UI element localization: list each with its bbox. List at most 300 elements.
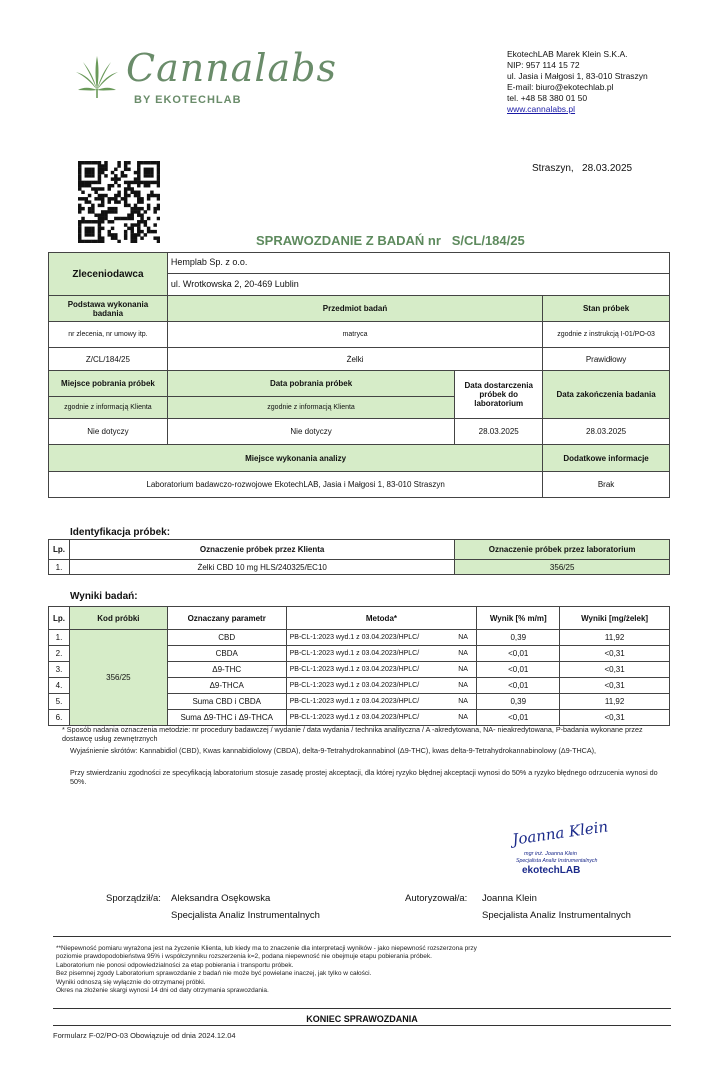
qr-module <box>85 227 88 230</box>
qr-module <box>147 194 150 197</box>
qr-module <box>98 181 101 184</box>
qr-module <box>130 230 133 233</box>
qr-module <box>124 187 127 190</box>
qr-module <box>78 168 81 171</box>
qr-module <box>153 223 156 226</box>
qr-module <box>78 230 81 233</box>
client-cell <box>167 253 669 296</box>
qr-module <box>157 164 160 167</box>
qr-module <box>137 194 140 197</box>
qr-module <box>114 168 117 171</box>
qr-module <box>150 168 153 171</box>
res-method: PB-CL-1:2023 wyd.1 z 03.04.2023/HPLC/ <box>286 662 450 678</box>
qr-module <box>144 220 147 223</box>
qr-module <box>124 230 127 233</box>
report-title: SPRAWOZDANIE Z BADAŃ nr S/CL/184/25 <box>256 233 525 248</box>
client-address: ul. Wrotkowska 2, 20-469 Lublin <box>170 279 299 289</box>
delivery-date-value: 28.03.2025 <box>455 419 543 445</box>
state-sub: zgodnie z instrukcją I-01/PO-03 <box>543 322 670 348</box>
qr-module <box>140 200 143 203</box>
delivery-date-label: Data dostarczenia próbek do laboratorium <box>455 371 543 419</box>
qr-module <box>81 217 84 220</box>
qr-module <box>78 171 81 174</box>
qr-module <box>101 236 104 239</box>
qr-module <box>140 181 143 184</box>
res-pct: <0,01 <box>477 662 560 678</box>
qr-code <box>78 161 160 243</box>
stamp-line2: Specjalista Analiz Instrumentalnych <box>516 858 598 864</box>
qr-module <box>153 181 156 184</box>
id-header-lab: Oznaczenie próbek przez laboratorium <box>455 540 670 560</box>
qr-module <box>134 236 137 239</box>
qr-module <box>147 207 150 210</box>
res-mg: 11,92 <box>560 694 670 710</box>
qr-module <box>134 207 137 210</box>
res-param: CBDA <box>167 646 286 662</box>
qr-module <box>127 204 130 207</box>
res-accr: NA <box>450 694 477 710</box>
authorized-label: Autoryzował/a: <box>405 893 468 904</box>
qr-module <box>111 177 114 180</box>
qr-module <box>78 184 81 187</box>
qr-module <box>144 174 147 177</box>
id-row-lab: 356/25 <box>455 560 670 575</box>
qr-module <box>134 204 137 207</box>
qr-module <box>101 240 104 243</box>
identification-title: Identyfikacja próbek: <box>70 527 171 538</box>
qr-module <box>124 233 127 236</box>
qr-module <box>134 223 137 226</box>
qr-module <box>130 207 133 210</box>
qr-module <box>104 213 107 216</box>
disclaimer-line: **Niepewność pomiaru wyrażona jest na życzenie Klienta, lub kiedy ma to znaczenie dla interpretacji wyników - jako niepewność rozszerzona przy <box>56 945 477 952</box>
qr-module <box>130 233 133 236</box>
qr-module <box>94 213 97 216</box>
qr-module <box>88 207 91 210</box>
qr-module <box>94 187 97 190</box>
qr-module <box>88 181 91 184</box>
qr-module <box>94 197 97 200</box>
additional-label: Dodatkowe informacje <box>543 445 670 472</box>
qr-module <box>101 187 104 190</box>
qr-module <box>88 168 91 171</box>
qr-module <box>134 191 137 194</box>
sampling-place-value: Nie dotyczy <box>49 419 168 445</box>
qr-module <box>153 194 156 197</box>
res-param: CBD <box>167 630 286 646</box>
qr-module <box>98 213 101 216</box>
res-header-lp: Lp. <box>49 607 70 630</box>
disclaimer-line: poziomie prawdopodobieństwa 95% i współczynniku rozszerzenia k=2, podana niepewność nie obejmuje etapu pobierania próbek. <box>56 953 432 961</box>
sampling-date-label: Data pobrania próbek <box>167 371 454 397</box>
qr-module <box>144 233 147 236</box>
qr-module <box>130 240 133 243</box>
qr-module <box>124 174 127 177</box>
qr-module <box>114 181 117 184</box>
qr-module <box>81 197 84 200</box>
qr-module <box>98 177 101 180</box>
qr-module <box>101 217 104 220</box>
qr-module <box>85 161 88 164</box>
prepared-label: Sporządził/a: <box>106 893 161 904</box>
qr-module <box>78 197 81 200</box>
qr-module <box>111 210 114 213</box>
qr-module <box>85 181 88 184</box>
qr-module <box>137 161 140 164</box>
state-value: Prawidłowy <box>543 348 670 371</box>
qr-module <box>137 223 140 226</box>
basis-label: Podstawa wykonania badania <box>49 296 168 322</box>
qr-module <box>108 233 111 236</box>
qr-module <box>101 197 104 200</box>
qr-module <box>114 197 117 200</box>
method-footnote: * Sposób nadania oznaczenia metodzie: nr procedury badawczej / wydanie / data wydania / technika analityczna / A -akredytowana, NA- nieakredytowana, P-badania wykonane przez dostawcę usług zewnętrznych <box>62 725 643 744</box>
qr-module <box>101 227 104 230</box>
qr-module <box>88 227 91 230</box>
qr-module <box>117 161 120 164</box>
qr-module <box>81 181 84 184</box>
qr-module <box>111 236 114 239</box>
website-link[interactable]: www.cannalabs.pl <box>507 104 576 114</box>
qr-module <box>81 220 84 223</box>
qr-module <box>91 230 94 233</box>
res-method: PB-CL-1:2023 wyd.1 z 03.04.2023/HPLC/ <box>286 710 450 726</box>
res-accr: NA <box>450 646 477 662</box>
qr-module <box>121 197 124 200</box>
company-line: tel. +48 58 380 01 50 <box>507 93 588 103</box>
place-date: Straszyn, 28.03.2025 <box>532 163 633 174</box>
qr-module <box>137 171 140 174</box>
id-header-lp: Lp. <box>49 540 70 560</box>
qr-module <box>108 220 111 223</box>
res-param: Δ9-THCA <box>167 678 286 694</box>
res-mg: <0,31 <box>560 662 670 678</box>
form-reference: Formularz F-02/PO-03 Obowiązuje od dnia 2024.12.04 <box>53 1031 236 1040</box>
qr-module <box>130 181 133 184</box>
qr-module <box>124 197 127 200</box>
res-method: PB-CL-1:2023 wyd.1 z 03.04.2023/HPLC/ <box>286 630 450 646</box>
qr-module <box>124 194 127 197</box>
qr-module <box>137 207 140 210</box>
qr-module <box>137 220 140 223</box>
qr-module <box>91 227 94 230</box>
res-lp: 1. <box>49 630 70 646</box>
qr-module <box>114 200 117 203</box>
qr-module <box>101 200 104 203</box>
divider <box>53 936 671 937</box>
basis-value: Z/CL/184/25 <box>49 348 168 371</box>
qr-module <box>153 230 156 233</box>
authorized-role: Specjalista Analiz Instrumentalnych <box>482 910 631 921</box>
qr-module <box>91 161 94 164</box>
qr-module <box>101 164 104 167</box>
qr-module <box>157 174 160 177</box>
end-label: KONIEC SPRAWOZDANIA <box>306 1014 418 1024</box>
res-pct: <0,01 <box>477 678 560 694</box>
qr-module <box>91 207 94 210</box>
end-bar <box>53 1008 671 1026</box>
qr-module <box>147 174 150 177</box>
company-line: ul. Jasia i Małgosi 1, 83-010 Straszyn <box>507 71 648 81</box>
qr-module <box>104 161 107 164</box>
qr-module <box>78 207 81 210</box>
qr-module <box>85 171 88 174</box>
qr-module <box>127 227 130 230</box>
res-method: PB-CL-1:2023 wyd.1 z 03.04.2023/HPLC/ <box>286 678 450 694</box>
qr-module <box>127 161 130 164</box>
qr-module <box>98 161 101 164</box>
qr-module <box>144 168 147 171</box>
res-pct: <0,01 <box>477 710 560 726</box>
subject-value: Żelki <box>167 348 542 371</box>
res-param: Suma CBD i CBDA <box>167 694 286 710</box>
qr-module <box>137 230 140 233</box>
qr-module <box>108 210 111 213</box>
signature-stamp <box>500 817 630 880</box>
qr-module <box>130 217 133 220</box>
qr-module <box>81 240 84 243</box>
qr-module <box>98 223 101 226</box>
qr-module <box>111 197 114 200</box>
qr-module <box>91 181 94 184</box>
res-header-pct: Wynik [% m/m] <box>477 607 560 630</box>
qr-module <box>88 174 91 177</box>
qr-module <box>144 210 147 213</box>
qr-module <box>137 164 140 167</box>
disclaimer-line: Bez pisemnej zgody Laboratorium sprawozdanie z badań nie może być powielane inaczej, jak tylko w całości. <box>56 970 372 978</box>
qr-module <box>78 187 81 190</box>
qr-module <box>147 184 150 187</box>
qr-module <box>157 197 160 200</box>
qr-module <box>108 230 111 233</box>
qr-module <box>111 227 114 230</box>
qr-module <box>117 191 120 194</box>
qr-module <box>130 227 133 230</box>
qr-module <box>88 194 91 197</box>
company-line: E-mail: biuro@ekotechlab.pl <box>507 82 614 92</box>
qr-module <box>134 210 137 213</box>
qr-module <box>124 217 127 220</box>
qr-module <box>78 233 81 236</box>
qr-module <box>117 184 120 187</box>
stamp-line1: mgr inż. Joanna Klein <box>524 851 577 857</box>
qr-module <box>101 210 104 213</box>
qr-module <box>88 233 91 236</box>
qr-module <box>157 204 160 207</box>
qr-module <box>94 181 97 184</box>
qr-module <box>137 168 140 171</box>
qr-module <box>78 204 81 207</box>
qr-module <box>98 236 101 239</box>
qr-module <box>114 177 117 180</box>
cannabis-leaf-icon <box>74 54 120 100</box>
qr-module <box>88 184 91 187</box>
sampling-place-label: Miejsce pobrania próbek <box>49 371 168 397</box>
qr-module <box>124 164 127 167</box>
qr-module <box>91 174 94 177</box>
qr-module <box>98 174 101 177</box>
qr-module <box>121 217 124 220</box>
qr-module <box>78 210 81 213</box>
results-title: Wyniki badań: <box>70 591 138 602</box>
qr-module <box>153 161 156 164</box>
additional-value: Brak <box>543 472 670 498</box>
res-header-param: Oznaczany parametr <box>167 607 286 630</box>
qr-module <box>78 177 81 180</box>
qr-module <box>85 168 88 171</box>
qr-module <box>137 210 140 213</box>
qr-module <box>98 194 101 197</box>
qr-module <box>98 227 101 230</box>
qr-module <box>88 240 91 243</box>
qr-module <box>98 164 101 167</box>
qr-module <box>114 194 117 197</box>
qr-module <box>114 174 117 177</box>
qr-module <box>124 168 127 171</box>
qr-module <box>78 227 81 230</box>
qr-module <box>81 207 84 210</box>
qr-module <box>157 207 160 210</box>
qr-module <box>78 236 81 239</box>
qr-module <box>78 240 81 243</box>
res-lp: 2. <box>49 646 70 662</box>
qr-module <box>114 210 117 213</box>
qr-module <box>88 171 91 174</box>
qr-module <box>78 220 81 223</box>
res-pct: 0,39 <box>477 630 560 646</box>
id-row-client: Żelki CBD 10 mg HLS/240325/EC10 <box>69 560 454 575</box>
qr-module <box>130 223 133 226</box>
qr-module <box>144 181 147 184</box>
qr-module <box>147 168 150 171</box>
res-mg: <0,31 <box>560 678 670 694</box>
qr-module <box>147 181 150 184</box>
qr-module <box>130 213 133 216</box>
qr-module <box>101 194 104 197</box>
qr-module <box>150 171 153 174</box>
qr-module <box>111 207 114 210</box>
decision-rule-note: Przy stwierdzaniu zgodności ze specyfikacją laboratorium stosuje zasadę prostej akceptacji, dla której ryzyko błędnej akceptacji wynosi do 50% a ryzyko błędnego odrzucenia wynosi do 50%. <box>70 768 658 787</box>
qr-module <box>147 197 150 200</box>
qr-module <box>94 240 97 243</box>
prepared-role: Specjalista Analiz Instrumentalnych <box>171 910 320 921</box>
id-header-client: Oznaczenie próbek przez Klienta <box>69 540 454 560</box>
qr-module <box>91 233 94 236</box>
qr-module <box>153 210 156 213</box>
qr-module <box>98 233 101 236</box>
qr-module <box>114 236 117 239</box>
qr-module <box>150 191 153 194</box>
qr-module <box>121 171 124 174</box>
qr-module <box>85 230 88 233</box>
qr-module <box>157 177 160 180</box>
prepared-name: Aleksandra Osękowska <box>171 893 271 904</box>
qr-module <box>144 171 147 174</box>
qr-module <box>157 217 160 220</box>
identification-table <box>48 539 670 575</box>
qr-module <box>108 207 111 210</box>
qr-module <box>124 181 127 184</box>
qr-module <box>130 236 133 239</box>
company-logo <box>74 46 337 112</box>
qr-module <box>101 168 104 171</box>
res-accr: NA <box>450 710 477 726</box>
qr-module <box>117 164 120 167</box>
qr-module <box>98 171 101 174</box>
stamp-brand: ekotechLAB <box>522 865 581 876</box>
analysis-place-label: Miejsce wykonania analizy <box>49 445 543 472</box>
qr-module <box>137 184 140 187</box>
qr-module <box>91 171 94 174</box>
qr-module <box>88 161 91 164</box>
qr-module <box>108 197 111 200</box>
qr-module <box>117 200 120 203</box>
qr-module <box>157 236 160 239</box>
qr-module <box>98 204 101 207</box>
qr-module <box>104 217 107 220</box>
qr-module <box>137 177 140 180</box>
qr-module <box>127 184 130 187</box>
qr-module <box>150 174 153 177</box>
qr-module <box>104 194 107 197</box>
client-name: Hemplab Sp. z o.o. <box>168 254 669 274</box>
res-sample-code: 356/25 <box>69 630 167 726</box>
disclaimer-line: Wyniki odnoszą się wyłącznie do otrzymanej próbki. <box>56 978 206 986</box>
qr-module <box>140 207 143 210</box>
qr-module <box>137 213 140 216</box>
qr-module <box>137 191 140 194</box>
disclaimer-line: Laboratorium nie ponosi odpowiedzialności za etap pobierania i transportu próbek. <box>56 961 294 969</box>
qr-module <box>157 240 160 243</box>
res-lp: 3. <box>49 662 70 678</box>
sampling-place-sub: zgodnie z informacją Klienta <box>49 397 168 419</box>
qr-module <box>78 181 81 184</box>
qr-module <box>114 217 117 220</box>
qr-module <box>137 200 140 203</box>
qr-module <box>94 161 97 164</box>
qr-module <box>147 227 150 230</box>
qr-module <box>134 181 137 184</box>
qr-module <box>130 210 133 213</box>
qr-module <box>134 194 137 197</box>
qr-module <box>140 161 143 164</box>
qr-module <box>88 220 91 223</box>
id-row-lp: 1. <box>49 560 70 575</box>
qr-module <box>124 191 127 194</box>
qr-module <box>147 204 150 207</box>
qr-module <box>147 161 150 164</box>
qr-module <box>127 187 130 190</box>
qr-module <box>98 197 101 200</box>
qr-module <box>140 213 143 216</box>
qr-module <box>134 240 137 243</box>
qr-module <box>117 194 120 197</box>
qr-module <box>108 184 111 187</box>
end-date-label: Data zakończenia badania <box>543 371 670 419</box>
qr-module <box>117 177 120 180</box>
qr-module <box>157 184 160 187</box>
qr-module <box>147 230 150 233</box>
qr-module <box>81 184 84 187</box>
sampling-date-sub: zgodnie z informacją Klienta <box>167 397 454 419</box>
qr-module <box>85 184 88 187</box>
qr-module <box>88 210 91 213</box>
qr-module <box>98 230 101 233</box>
qr-module <box>98 168 101 171</box>
authorized-name: Joanna Klein <box>482 893 537 904</box>
logo-wordmark: Cannalabs <box>126 46 337 90</box>
qr-module <box>98 240 101 243</box>
